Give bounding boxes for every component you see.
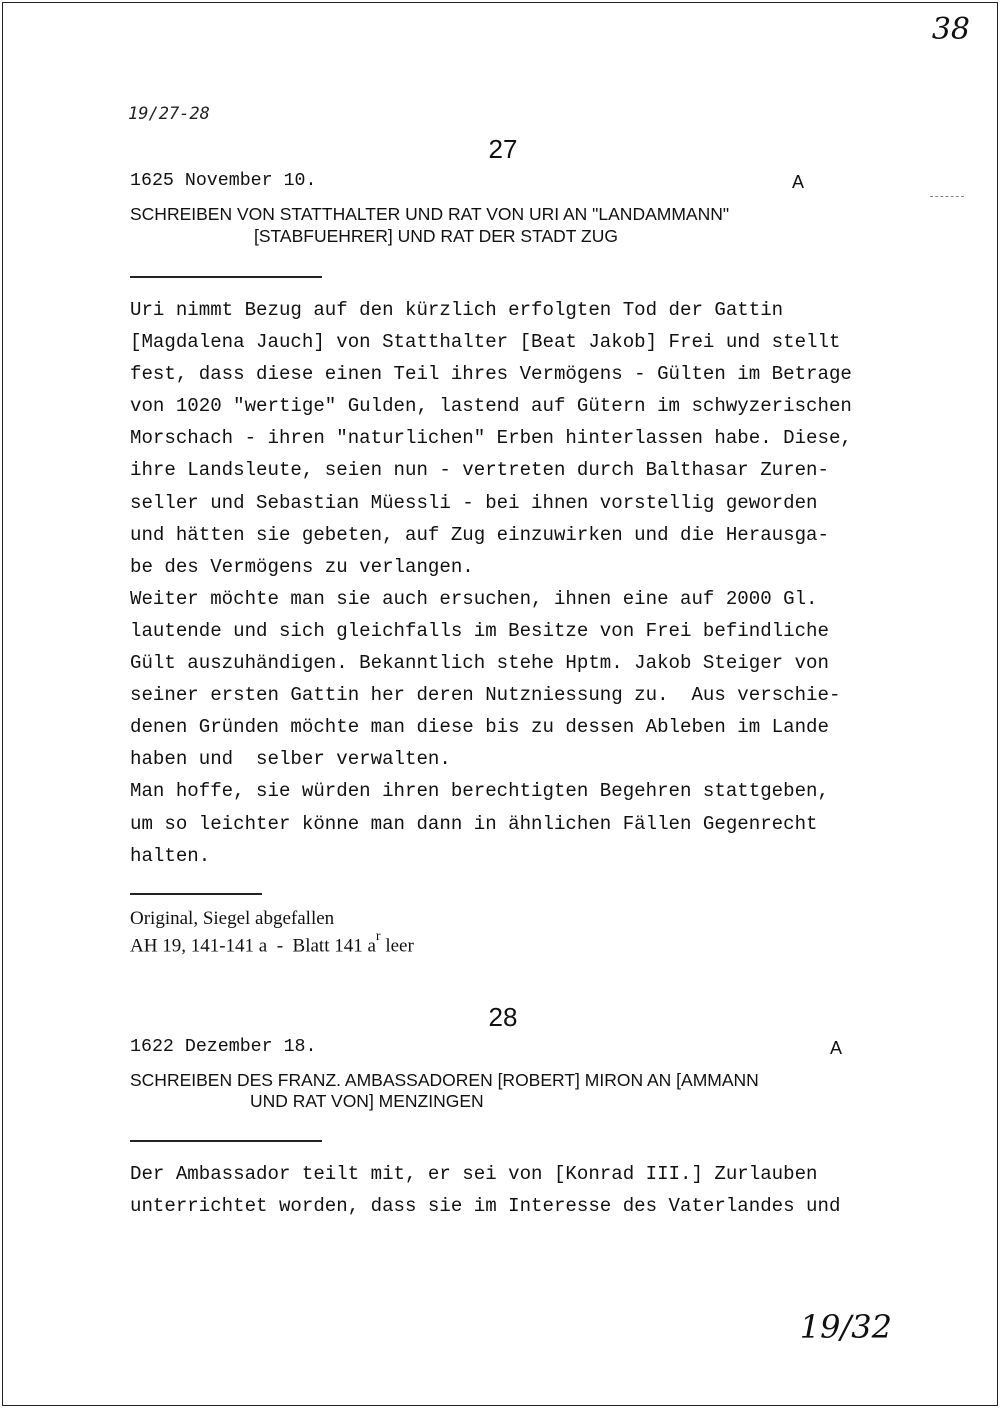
body-line: Uri nimmt Bezug auf den kürzlich erfolgten Tod der Gattin [130,299,784,321]
note-text: AH 19, 141-141 a - Blatt 141 a [130,935,376,957]
body-line: ihre Landsleute, seien nun - vertreten durch Balthasar Zuren- [130,459,829,482]
body-line: unterrichtet worden, dass sie im Interesse des Vaterlandes und [130,1195,841,1218]
entry-title-line: SCHREIBEN DES FRANZ. AMBASSADOREN [ROBERT] MIRON AN [AMMANN [130,1070,759,1090]
entry-grade: A [830,1038,843,1058]
body-line: seller und Sebastian Müessli - bei ihnen vorstellig geworden [130,491,818,514]
body-line: und hätten sie gebeten, auf Zug einzuwirken und die Herausga- [130,523,829,546]
section-divider [130,276,322,278]
body-line: be des Vermögens zu verlangen. [130,555,474,578]
section-divider [130,1140,322,1142]
body-line: Morschach - ihren "naturlichen" Erben hinterlassen habe. Diese, [130,427,852,450]
archive-handwritten-mark: 19/32 [799,1308,892,1346]
entry-title-line: [STABFUEHRER] UND RAT DER STADT ZUG [254,226,618,246]
entry-number: 28 [488,1002,518,1032]
body-line: von 1020 "wertige" Gulden, lastend auf Gütern im schwyzerischen [130,395,852,418]
corner-handwritten-mark: 38 [931,12,970,47]
body-line: fest, dass diese einen Teil ihres Vermögens - Gülten im Betrage [130,363,852,386]
entry-title-line: SCHREIBEN VON STATTHALTER UND RAT VON URI AN "LANDAMMANN" [130,204,730,224]
body-line: Weiter möchte man sie auch ersuchen, ihnen eine auf 2000 Gl. [130,587,818,610]
body-line: seiner ersten Gattin her deren Nutzniessung zu. Aus verschie- [130,684,841,707]
body-line: haben und selber verwalten. [130,748,451,771]
source-note-line: Original, Siegel abgefallen [130,908,335,929]
body-line: Gült auszuhändigen. Bekanntlich stehe Hptm. Jakob Steiger von [130,652,829,675]
entry-title-line: UND RAT VON] MENZINGEN [250,1091,484,1111]
body-line: Der Ambassador teilt mit, er sei von [Konrad III.] Zurlauben [130,1163,818,1185]
body-line: Man hoffe, sie würden ihren berechtigten Begehren stattgeben, [130,780,829,803]
entry-date: 1622 Dezember 18. [130,1037,317,1057]
body-line: [Magdalena Jauch] von Statthalter [Beat Jakob] Frei und stellt [130,331,841,354]
footnote-divider [130,893,262,895]
entry-body [130,1158,910,1222]
entry-grade: A [792,172,805,192]
entry-number: 27 [488,134,518,164]
margin-tick [930,196,964,197]
body-line: um so leichter könne man dann in ähnlichen Fällen Gegenrecht [130,812,818,835]
document-reference: 19/27-28 [128,104,210,124]
body-line: denen Gründen möchte man diese bis zu dessen Ableben im Lande [130,716,829,739]
source-note-line [130,930,414,957]
entry-date: 1625 November 10. [130,171,317,191]
note-text: leer [380,935,414,957]
body-line: lautende und sich gleichfalls im Besitze von Frei befindliche [130,619,829,642]
note-superscript: r [375,929,381,944]
entry-body [130,294,910,872]
body-line: halten. [130,844,211,867]
